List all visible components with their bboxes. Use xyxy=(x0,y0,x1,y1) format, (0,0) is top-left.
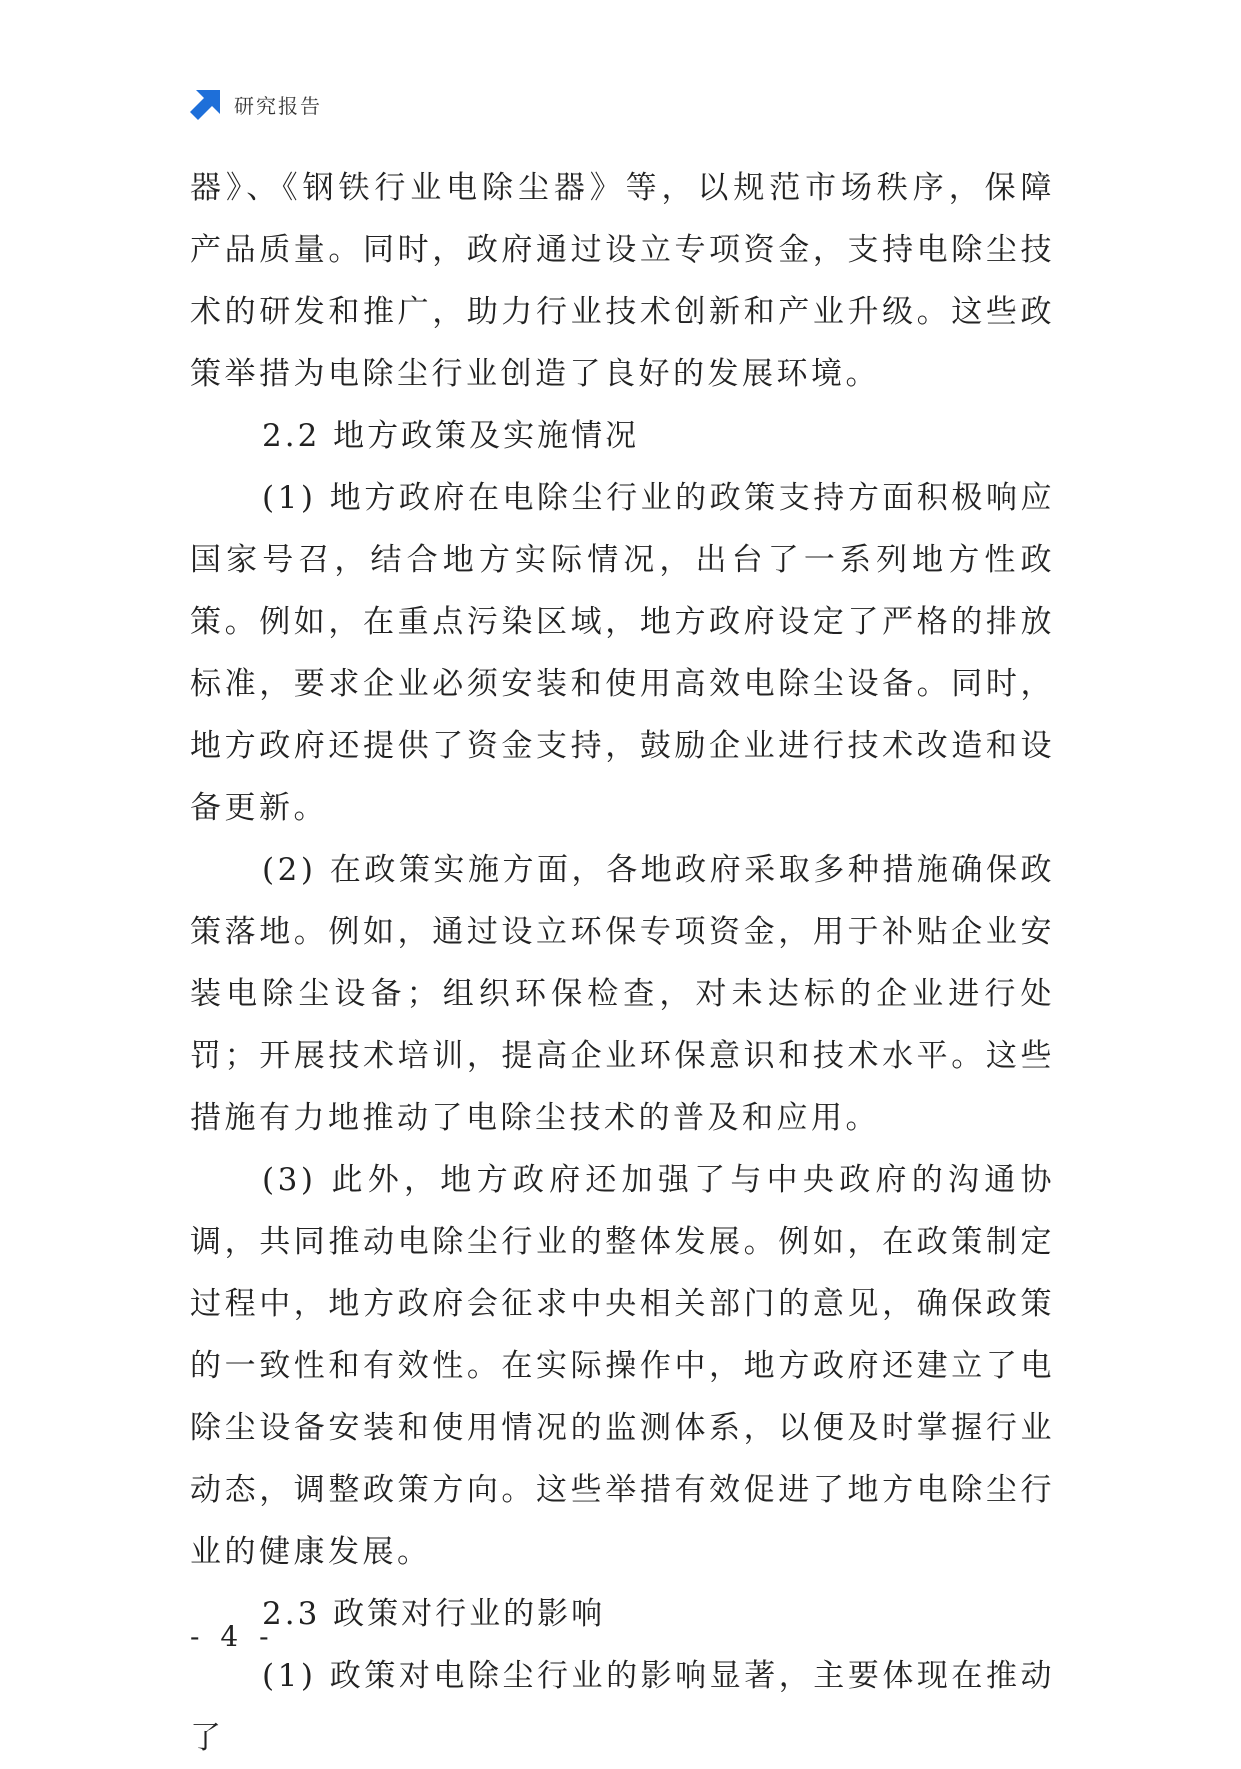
paragraph-3: (3) 此外，地方政府还加强了与中央政府的沟通协调，共同推动电除尘行业的整体发展。例如，在政策制定过程中，地方政府会征求中央相关部门的意见，确保政策的一致性和有效性。在实际操作中，地方政府还建立了电除尘设备安装和使用情况的监测体系，以便及时掌握行业动态，调整政策方向。这些举措有效促进了地方电除尘行业的健康发展。 xyxy=(190,1162,1055,1570)
page-number: - 4 - xyxy=(190,1620,275,1653)
paragraph-4: (1) 政策对电除尘行业的影响显著，主要体现在推动了 xyxy=(190,1658,1055,1756)
paragraph-continued: 器》、《钢铁行业电除尘器》等，以规范市场秩序，保障产品质量。同时，政府通过设立专项资金，支持电除尘技术的研发和推广，助力行业技术创新和产业升级。这些政策举措为电除尘行业创造了良好的发展环境。 xyxy=(190,170,1055,392)
section-heading-2-2: 2.2 地方政策及实施情况 xyxy=(262,418,640,454)
page-header xyxy=(190,88,322,120)
paragraph-2: (2) 在政策实施方面，各地政府采取多种措施确保政策落地。例如，通过设立环保专项资金，用于补贴企业安装电除尘设备；组织环保检查，对未达标的企业进行处罚；开展技术培训，提高企业环保意识和技术水平。这些措施有力地推动了电除尘技术的普及和应用。 xyxy=(190,852,1055,1136)
arrow-up-right-icon xyxy=(190,88,222,120)
document-body xyxy=(190,157,1055,1769)
header-title: 研究报告 xyxy=(234,93,322,118)
section-heading-2-3: 2.3 政策对行业的影响 xyxy=(262,1596,606,1632)
paragraph-1: (1) 地方政府在电除尘行业的政策支持方面积极响应国家号召，结合地方实际情况，出台了一系列地方性政策。例如，在重点污染区域，地方政府设定了严格的排放标准，要求企业必须安装和使用高效电除尘设备。同时，地方政府还提供了资金支持，鼓励企业进行技术改造和设备更新。 xyxy=(190,480,1055,826)
